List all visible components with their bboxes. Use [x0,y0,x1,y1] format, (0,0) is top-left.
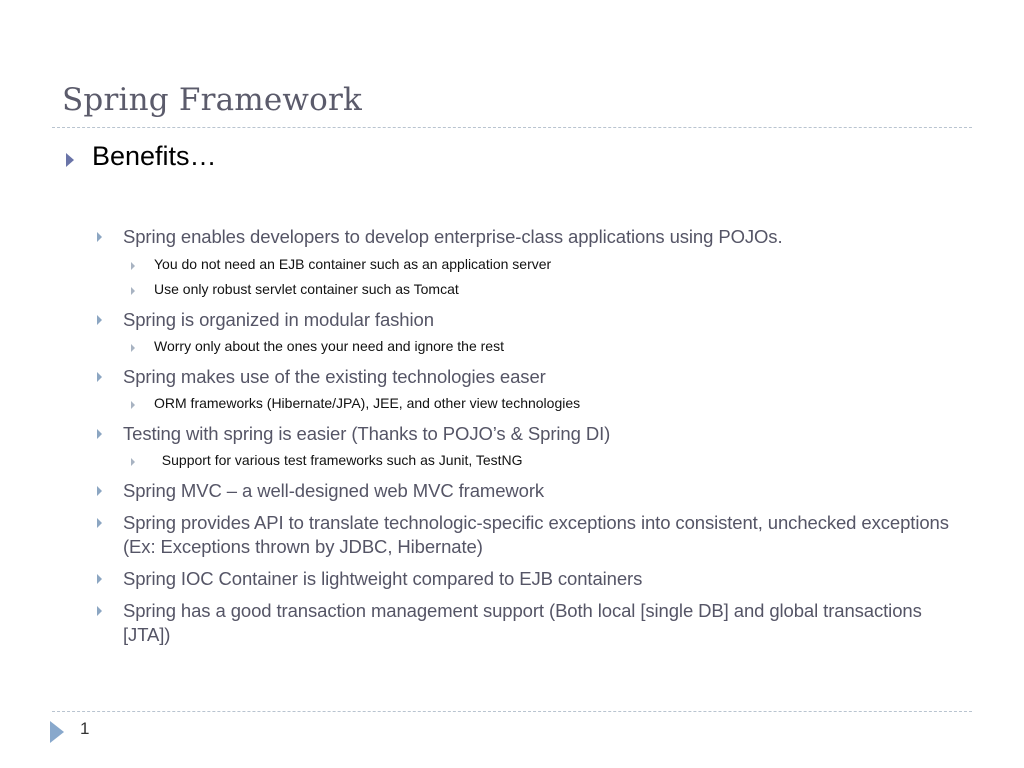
footer-divider [52,711,972,712]
bullet-triangle-icon [97,315,102,325]
sub-bullet-item: Use only robust servlet container such as Tomcat [154,281,459,297]
bullet-triangle-icon [97,429,102,439]
bullet-triangle-icon [97,518,102,528]
sub-bullet-triangle-icon [131,458,135,466]
bullet-item: Testing with spring is easier (Thanks to POJO’s & Spring DI) [123,423,611,444]
sub-bullet-item: ORM frameworks (Hibernate/JPA), JEE, and other view technologies [154,395,581,411]
bullet-triangle-icon [97,372,102,382]
bullet-triangle-icon [97,606,102,616]
footer-triangle-icon [50,721,64,743]
bullet-triangle-icon [66,153,74,167]
sub-bullet-triangle-icon [131,262,135,270]
sub-bullet-item: Worry only about the ones your need and ignore the rest [154,338,504,354]
bullet-item: Spring enables developers to develop enterprise-class applications using POJOs. [123,226,783,247]
title-divider [52,127,972,128]
bullet-item: Spring IOC Container is lightweight compared to EJB containers [123,568,643,589]
bullet-item: Spring makes use of the existing technologies easer [123,366,546,387]
sub-bullet-item: Support for various test frameworks such as Junit, TestNG [154,452,523,468]
bullet-item: Spring has a good transaction management support (Both local [single DB] and global transactions [JTA]) [123,600,922,645]
bullet-item: Spring provides API to translate technologic-specific exceptions into consistent, unchecked exceptions (Ex: Exceptions thrown by JDBC, Hibernate) [123,512,949,557]
sub-bullet-triangle-icon [131,344,135,352]
sub-bullet-triangle-icon [131,287,135,295]
bullet-triangle-icon [97,574,102,584]
bullet-triangle-icon [97,232,102,242]
slide-title: Spring Framework [62,82,363,118]
sub-bullet-item: You do not need an EJB container such as an application server [154,256,552,272]
bullet-item: Spring is organized in modular fashion [123,309,434,330]
bullet-triangle-icon [97,486,102,496]
bullet-item: Spring MVC – a well-designed web MVC framework [123,480,545,501]
page-number: 1 [80,719,90,738]
section-heading: Benefits… [92,141,217,171]
sub-bullet-triangle-icon [131,401,135,409]
